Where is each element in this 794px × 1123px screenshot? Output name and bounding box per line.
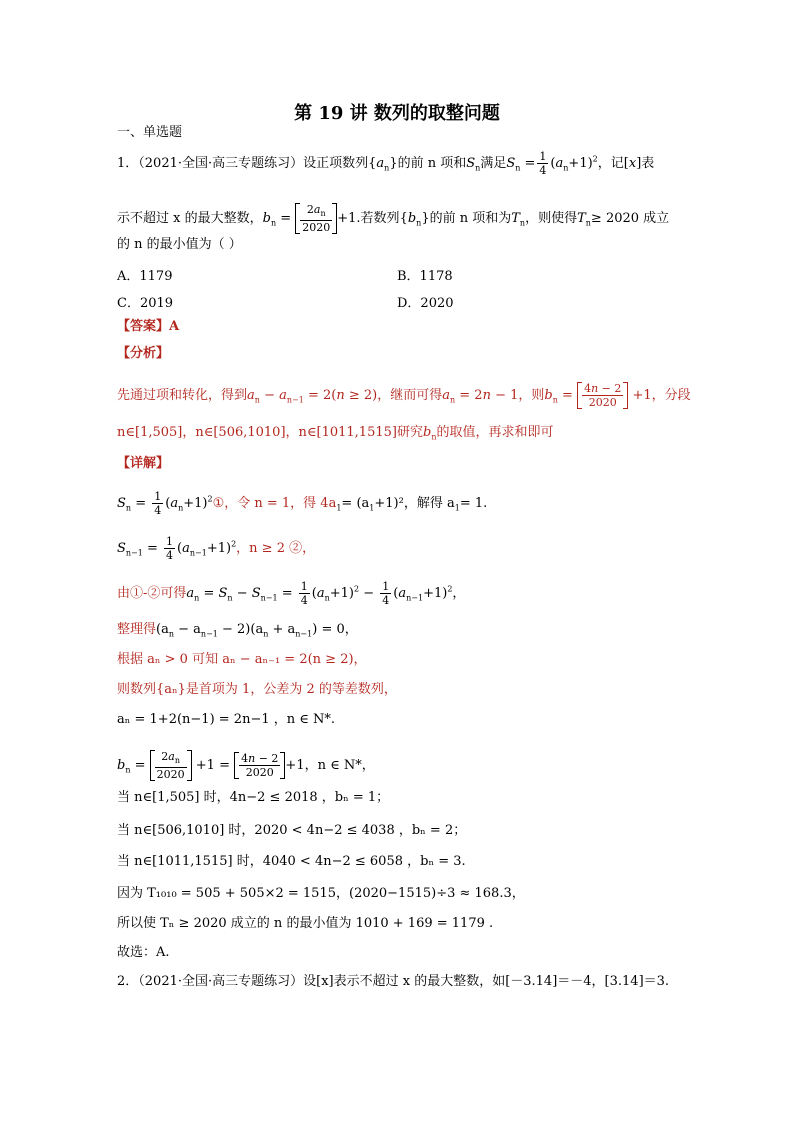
detail-line-10: 当 n∈[506,1010] 时，2020 < 4n−2 ≤ 4038 ，bₙ = 2； <box>117 823 467 838</box>
detail-line-14: 故选：A. <box>117 945 170 960</box>
question-1-line-1: 1．（2021·全国·高三专题练习）设正项数列$\{a_n\}$的前 n 项和$S_n$满足$S_n$ = $\frac{1}{4}$ $(a_n+1)^2$，记[x]表 <box>117 150 655 177</box>
detail-line-13: 所以使 Tₙ ≥ 2020 成立的 n 的最小值为 1010 + 169 = 1179 . <box>117 916 494 931</box>
detail-line-3: 由①-②可得$a_n = S_n - S_{n-1}$ = $\frac{1}{4}$ $(a_n+1)^2$ − $\frac{1}{4}$ $(a_{n-1}+1)^2$， <box>117 580 466 607</box>
detail-line-9: 当 n∈[1,505] 时，4n−2 ≤ 2018 ，bₙ = 1； <box>117 790 390 805</box>
analysis-heading: 【分析】 <box>117 346 170 361</box>
detail-line-7: aₙ = 1+2(n−1) = 2n−1 ，n ∈ N*. <box>117 712 336 727</box>
detail-heading: 【详解】 <box>117 456 170 471</box>
page-title: 第 19 讲 数列的取整问题 <box>294 103 500 124</box>
option-c: C．2019 <box>117 296 174 311</box>
option-b: B．1178 <box>397 269 453 284</box>
detail-line-1: $S_n$ = $\frac{1}{4}$ $(a_n+1)^2①$，令 n = 1，得 $4a_1= (a_1+1)^2$，解得 $a_1= 1$. <box>117 490 488 517</box>
detail-line-2: $S_{n-1}$ = $\frac{1}{4}$ $(a_{n-1}+1)^2$，n ≥ 2 ②， <box>117 535 316 562</box>
question-2-line-1: 2．（2021·全国·高三专题练习）设[x]表示不超过 x 的最大整数，如[－3.14]＝－4，[3.14]＝3. <box>117 974 670 989</box>
question-1-line-2: 示不超过 x 的最大整数，$b_n$ = $\frac{2a_n}{2020}$ +1.若数列$\{b_n\}$的前 n 项和为$T_n$，则使得$T_n\ge 2020$ 成立 <box>117 203 670 235</box>
question-1-line-3: 的 n 的最小值为（ ） <box>117 237 242 252</box>
analysis-line-1: 先通过项和转化，得到$a_n - a_{n-1} = 2(n \ge 2)$，继而可得$a_n = 2n - 1$，则$b_n$ = $\frac{4n - 2}{2020}$ +1，分段 <box>117 382 691 409</box>
detail-line-11: 当 n∈[1011,1515] 时，4040 < 4n−2 ≤ 6058 ，bₙ = 3. <box>117 854 466 869</box>
option-d: D．2020 <box>397 296 454 311</box>
analysis-line-2: n∈[1,505]，n∈[506,1010]，n∈[1011,1515]研究$b_n$的取值，再求和即可 <box>117 425 554 442</box>
answer-label: 【答案】A <box>117 319 180 334</box>
detail-line-4: 整理得$(a_n - a_{n-1} - 2)(a_n + a_{n-1}) = 0$， <box>117 622 358 639</box>
detail-line-6: 则数列{aₙ}是首项为 1，公差为 2 的等差数列， <box>117 682 397 697</box>
detail-line-8: $b_n$ = $\frac{2a_n}{2020}$ +1 = $\frac{4n - 2}{2020}$ +1，n ∈ N*， <box>117 750 375 782</box>
detail-line-5: 根据 aₙ > 0 可知 aₙ − aₙ₋₁ = 2(n ≥ 2)， <box>117 652 367 667</box>
option-a: A．1179 <box>117 269 173 284</box>
detail-line-12: 因为 T₁₀₁₀ = 505 + 505×2 = 1515，(2020−1515)÷3 ≈ 168.3， <box>117 886 525 901</box>
section-heading: 一、单选题 <box>117 125 183 140</box>
